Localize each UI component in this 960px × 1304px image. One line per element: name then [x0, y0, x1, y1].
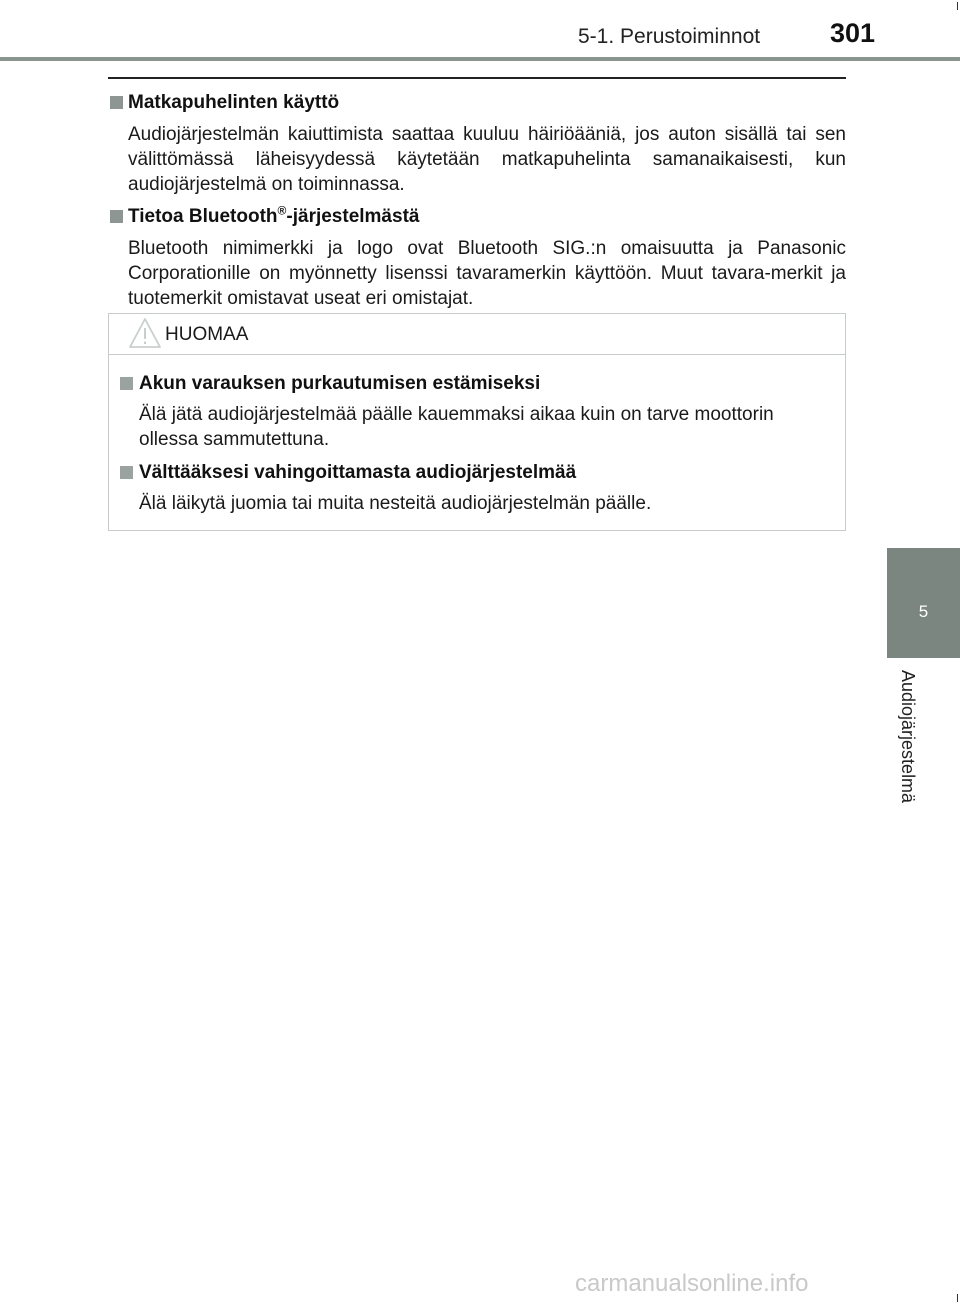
chapter-tab	[887, 548, 960, 658]
notice-item-heading	[117, 461, 835, 485]
section-title: 5-1. Perustoiminnot	[578, 25, 761, 48]
crop-mark	[957, 1294, 958, 1302]
notice-item-heading-text: Akun varauksen purkautumisen estämiseksi	[139, 373, 541, 394]
square-bullet-icon	[120, 466, 133, 479]
section-body: Audiojärjestelmän kaiuttimista saattaa kuuluu häiriöääniä, jos auton sisällä tai sen välittömässä läheisyydessä käytetään matkapuhelinta samanaikaisesti, kun audiojärjestelmä on toiminnassa.	[128, 124, 846, 195]
main-content	[108, 77, 846, 311]
crop-mark	[957, 2, 958, 10]
section-heading-text: Matkapuhelinten käyttö	[128, 92, 340, 113]
content-top-rule	[108, 77, 846, 79]
section-heading-suffix: -järjestelmästä	[286, 206, 420, 227]
section-heading	[108, 91, 846, 115]
chapter-label: Audiojärjestelmä	[898, 670, 918, 804]
notice-title: HUOMAA	[165, 324, 249, 345]
section-heading-text: Tietoa Bluetooth	[128, 206, 278, 227]
warning-triangle-icon	[128, 317, 162, 349]
header-rule	[0, 57, 960, 61]
page-number: 301	[830, 18, 876, 48]
square-bullet-icon	[110, 210, 123, 223]
notice-body	[109, 355, 845, 516]
square-bullet-icon	[120, 377, 133, 390]
watermark: carmanualsonline.info	[575, 1270, 809, 1297]
section-body: Bluetooth nimimerkki ja logo ovat Bluetooth SIG.:n omaisuutta ja Panasonic Corporationille on myönnetty lisenssi tavaramerkin käyttöön. Muut tavara-merkit ja tuotemerkit omistavat useat eri omistajat.	[128, 238, 846, 309]
notice-item-heading-text: Välttääksesi vahingoittamasta audiojärjestelmää	[139, 462, 577, 483]
notice-item-body: Älä jätä audiojärjestelmää päälle kauemmaksi aikaa kuin on tarve moottorin ollessa sammutettuna.	[139, 404, 774, 450]
page-header	[0, 0, 960, 62]
square-bullet-icon	[110, 96, 123, 109]
notice-box	[108, 313, 846, 531]
chapter-number: 5	[918, 602, 929, 621]
registered-mark: ®	[277, 203, 287, 218]
section-heading	[108, 205, 846, 229]
notice-item-body: Älä läikytä juomia tai muita nesteitä audiojärjestelmän päälle.	[139, 493, 652, 514]
notice-item-heading	[117, 372, 835, 396]
notice-header	[109, 314, 845, 355]
